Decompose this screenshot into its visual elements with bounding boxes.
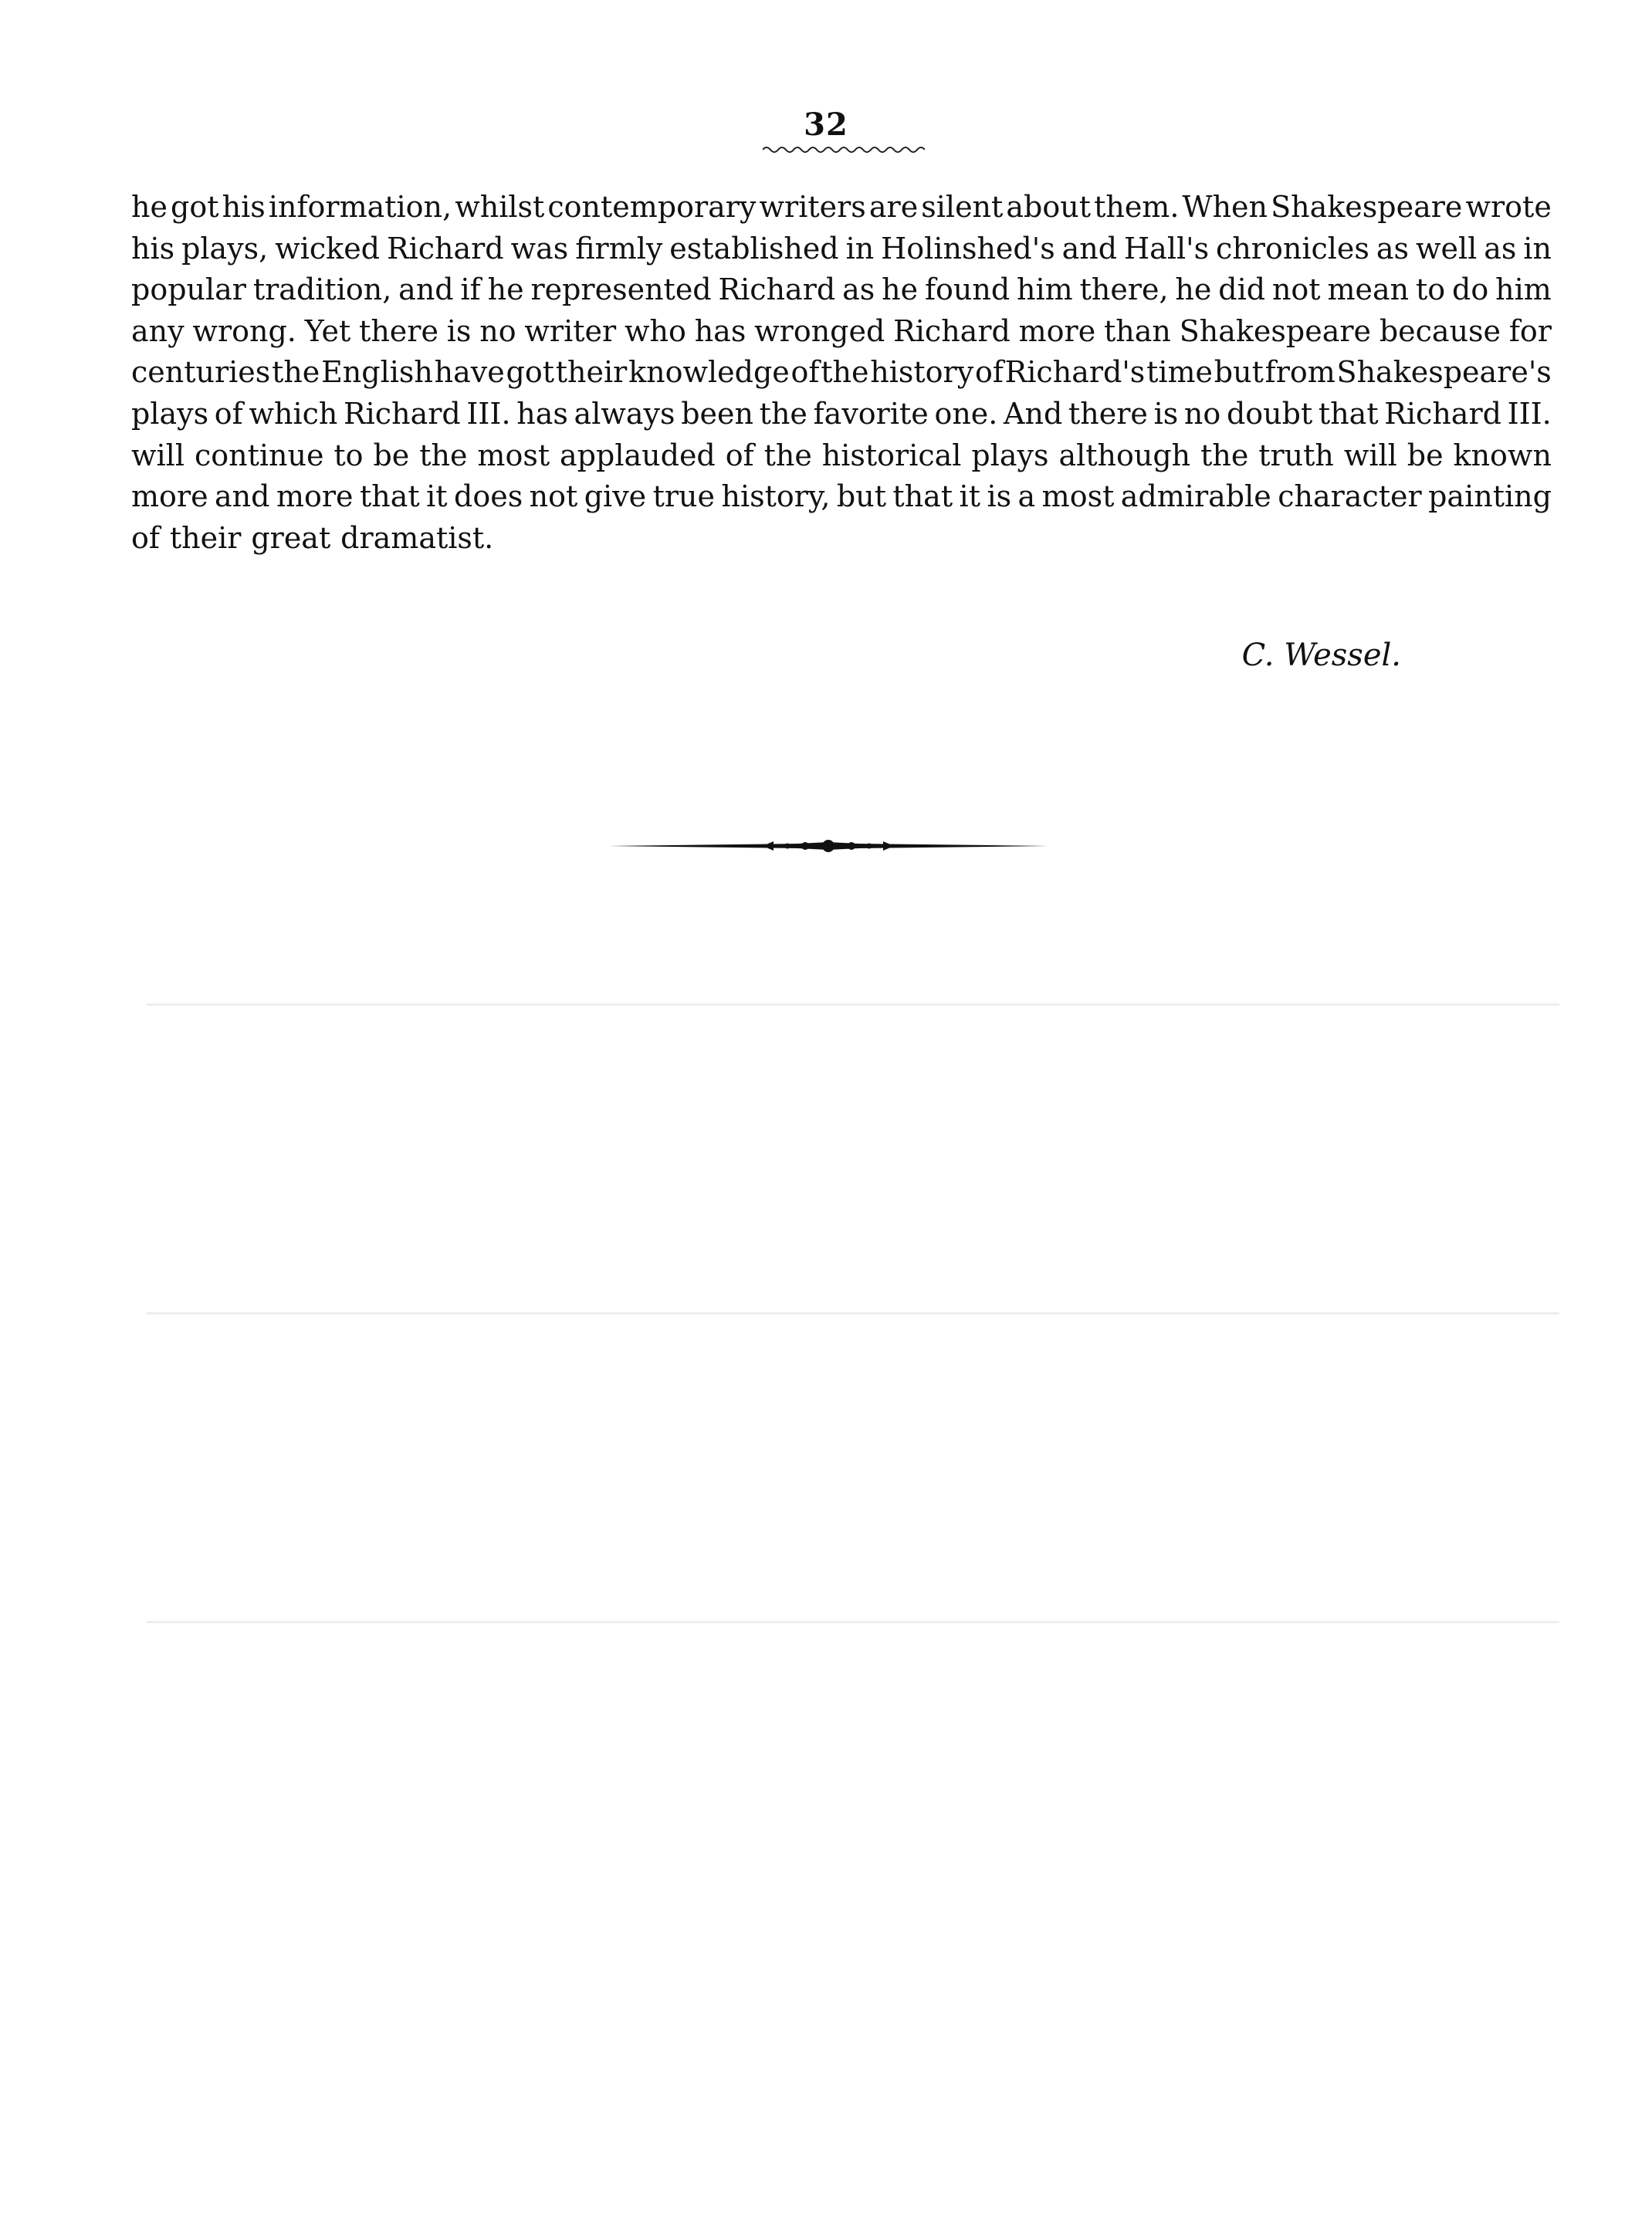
bleed-through [147,1003,1559,1006]
text-line: plays of which Richard III. has always been the favorite one. And there is no doubt that Richard III. [131,396,1552,431]
text-line: he got his information, whilst contemporary writers are silent about them. When Shakespeare wrote [131,190,1552,224]
text-line: more and more that it does not give true history, but that it is a most admirable character painting [131,479,1552,514]
signature: C. Wessel. [1241,638,1401,673]
bleed-through [147,1312,1559,1315]
text-line: popular tradition, and if he represented Richard as he found him there, he did not mean to do him [131,272,1552,307]
bleed-through [147,1621,1559,1623]
text-line: will continue to be the most applauded of the historical plays although the truth will be known [131,438,1552,472]
ornamental-rule-icon [608,837,1048,855]
text-line: centuries the English have got their knowledge of the history of Richard's time but from Shakespeare's [131,355,1552,390]
text-line: any wrong. Yet there is no writer who has wronged Richard more than Shakespeare because for [131,313,1552,348]
wavy-rule-icon [763,144,925,156]
text-line: his plays, wicked Richard was firmly established in Holinshed's and Hall's chronicles as well as in [131,231,1552,266]
page-number: 32 [804,107,848,143]
text-line: of their great dramatist. [131,520,494,555]
body-text [131,187,1552,559]
